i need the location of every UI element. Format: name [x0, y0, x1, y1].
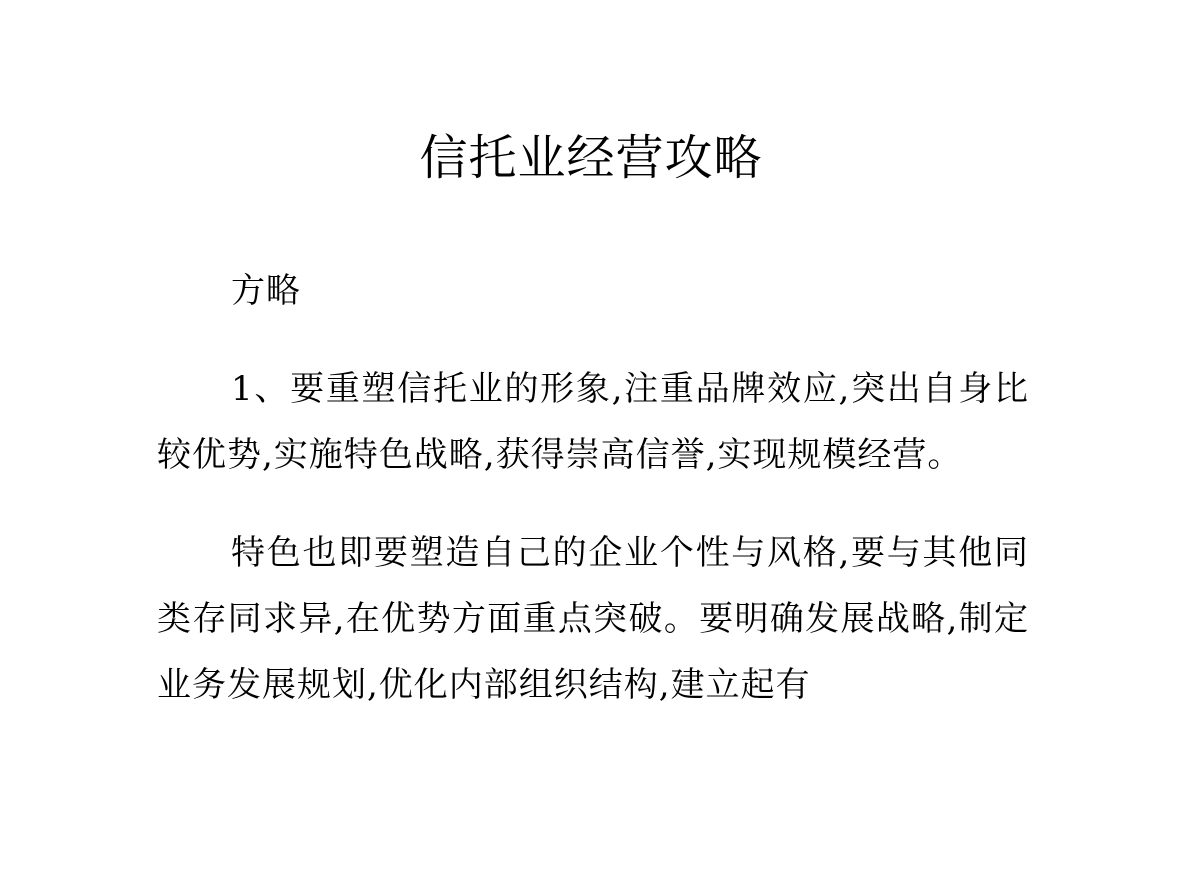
document-title: 信托业经营攻略: [419, 130, 763, 186]
paragraph-2: 特色也即要塑造自己的企业个性与风格,要与其他同类存同求异,在优势方面重点突破。要明确发展战略,制定业务发展规划,优化内部组织结构,建立起有: [157, 533, 1029, 705]
section-heading: 方略: [231, 271, 301, 311]
document-body: [157, 258, 1029, 750]
paragraph-1: 1、要重塑信托业的形象,注重品牌效应,突出自身比较优势,实施特色战略,获得崇高信誉,实现规模经营。: [157, 369, 1029, 475]
